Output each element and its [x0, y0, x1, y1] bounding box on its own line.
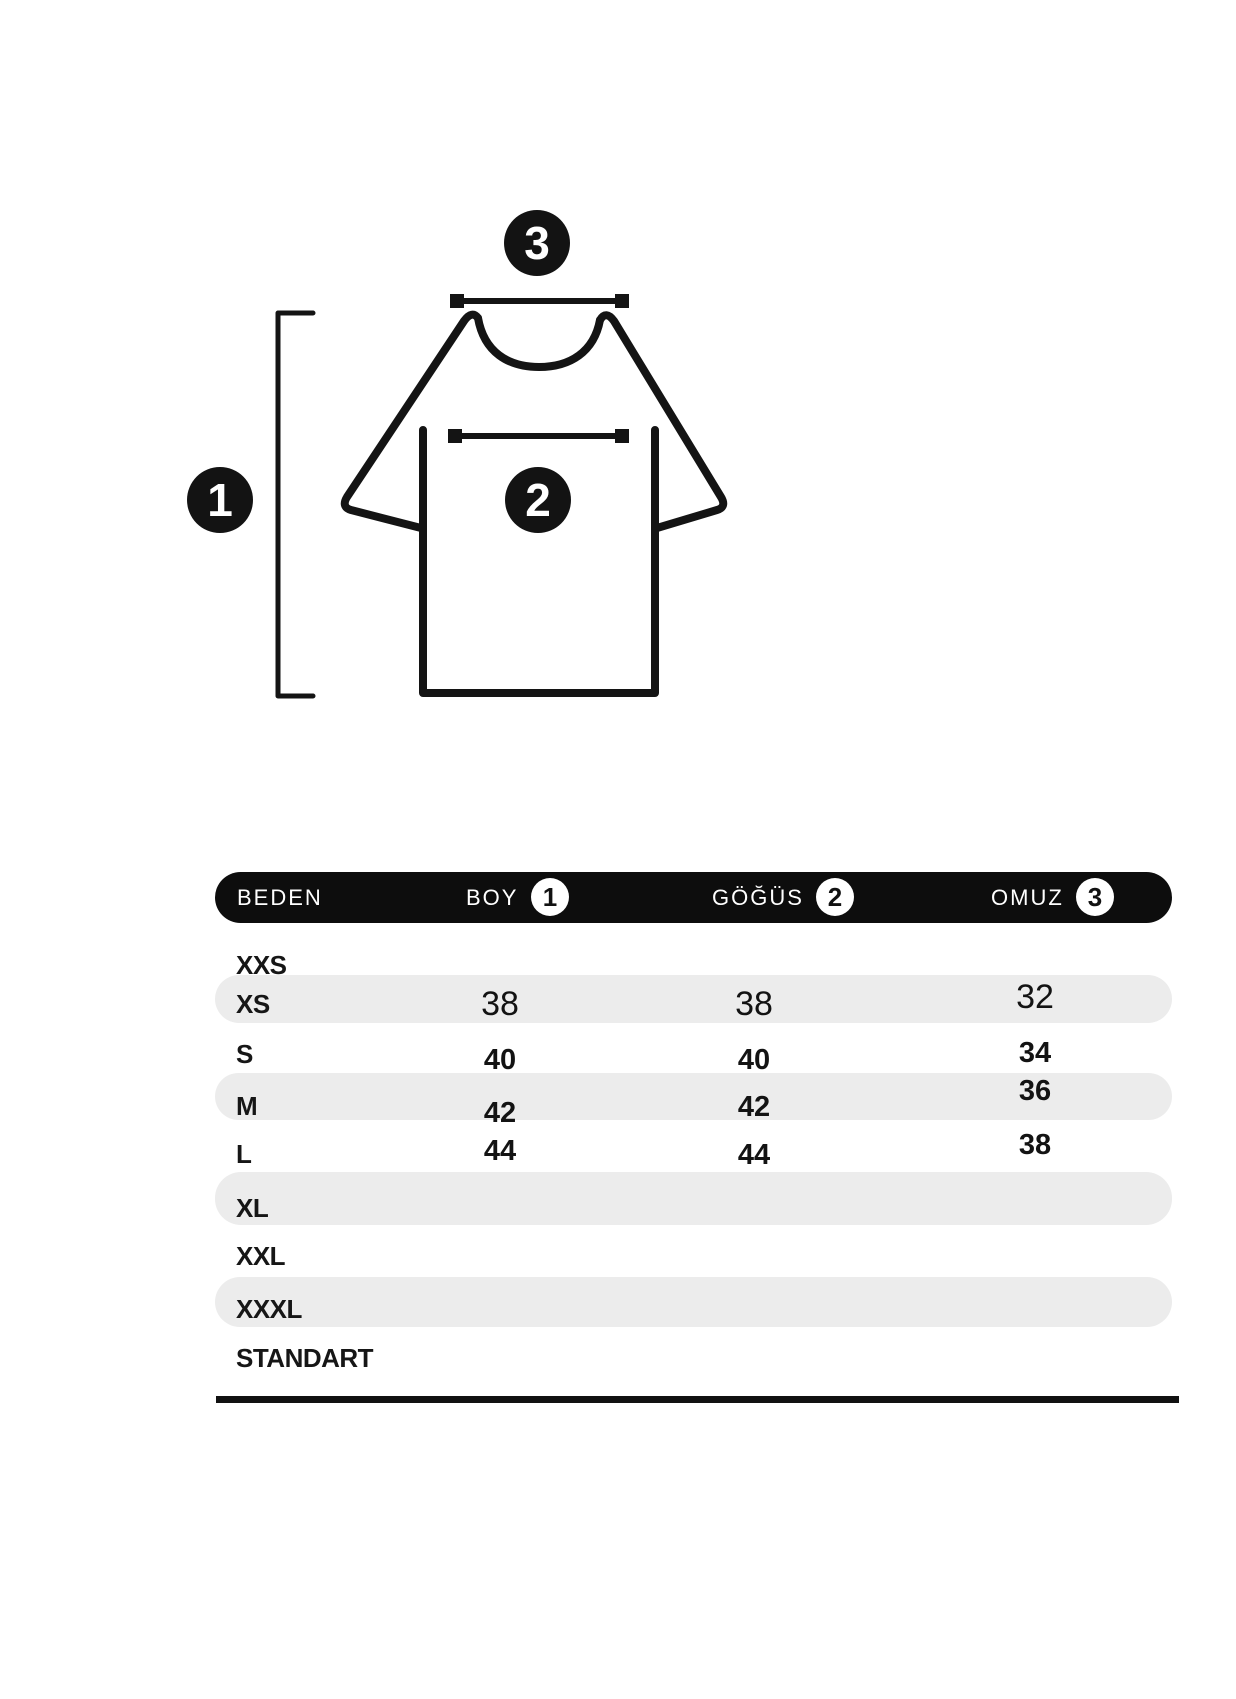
- value-xs-omuz: 32: [1016, 978, 1054, 1016]
- size-label-xl: XL: [236, 1193, 269, 1223]
- bottom-divider-line: [216, 1396, 1179, 1403]
- size-label-standart: STANDART: [236, 1343, 374, 1373]
- chest-measure-end-left: [448, 429, 462, 443]
- shoulder-measure-end-left: [450, 294, 464, 308]
- column-marker-2-icon: 2: [816, 878, 854, 916]
- value-l-omuz: 38: [1018, 1129, 1052, 1161]
- value-s-boy: 40: [483, 1044, 517, 1076]
- measurement-badge-1: 1: [187, 467, 253, 533]
- size-label-xxl: XXL: [236, 1241, 286, 1271]
- row-band-xxxl: [215, 1277, 1172, 1327]
- size-label-xs: XS: [236, 989, 270, 1019]
- value-m-omuz: 36: [1018, 1075, 1052, 1107]
- size-label-s: S: [236, 1039, 253, 1069]
- shoulder-measure-end-right: [615, 294, 629, 308]
- size-label-l: L: [236, 1139, 252, 1169]
- tshirt-left-sleeve: [345, 315, 478, 528]
- measurement-badge-2: 2: [505, 467, 571, 533]
- column-header-omuz: OMUZ: [991, 885, 1064, 910]
- column-marker-3-icon: 3: [1076, 878, 1114, 916]
- measurement-badge-3: 3: [504, 210, 570, 276]
- value-m-gogus: 42: [737, 1091, 771, 1123]
- column-header-beden: BEDEN: [237, 885, 323, 910]
- chest-measure-end-right: [615, 429, 629, 443]
- size-label-xxs: XXS: [236, 950, 287, 980]
- value-s-gogus: 40: [737, 1044, 771, 1076]
- size-label-xxxl: XXXL: [236, 1294, 302, 1324]
- row-band-xl: [215, 1172, 1172, 1225]
- size-label-m: M: [236, 1091, 258, 1121]
- value-s-omuz: 34: [1018, 1037, 1052, 1069]
- tshirt-neckline: [478, 318, 600, 367]
- tshirt-right-sleeve: [600, 315, 723, 528]
- value-xs-boy: 38: [481, 985, 519, 1023]
- value-l-boy: 44: [483, 1135, 517, 1167]
- column-header-boy: BOY: [466, 885, 519, 910]
- value-l-gogus: 44: [737, 1139, 771, 1171]
- value-xs-gogus: 38: [735, 985, 773, 1023]
- value-m-boy: 42: [483, 1097, 517, 1129]
- height-bracket: [278, 313, 313, 696]
- column-marker-1-icon: 1: [531, 878, 569, 916]
- column-header-gogus: GÖĞÜS: [712, 885, 804, 910]
